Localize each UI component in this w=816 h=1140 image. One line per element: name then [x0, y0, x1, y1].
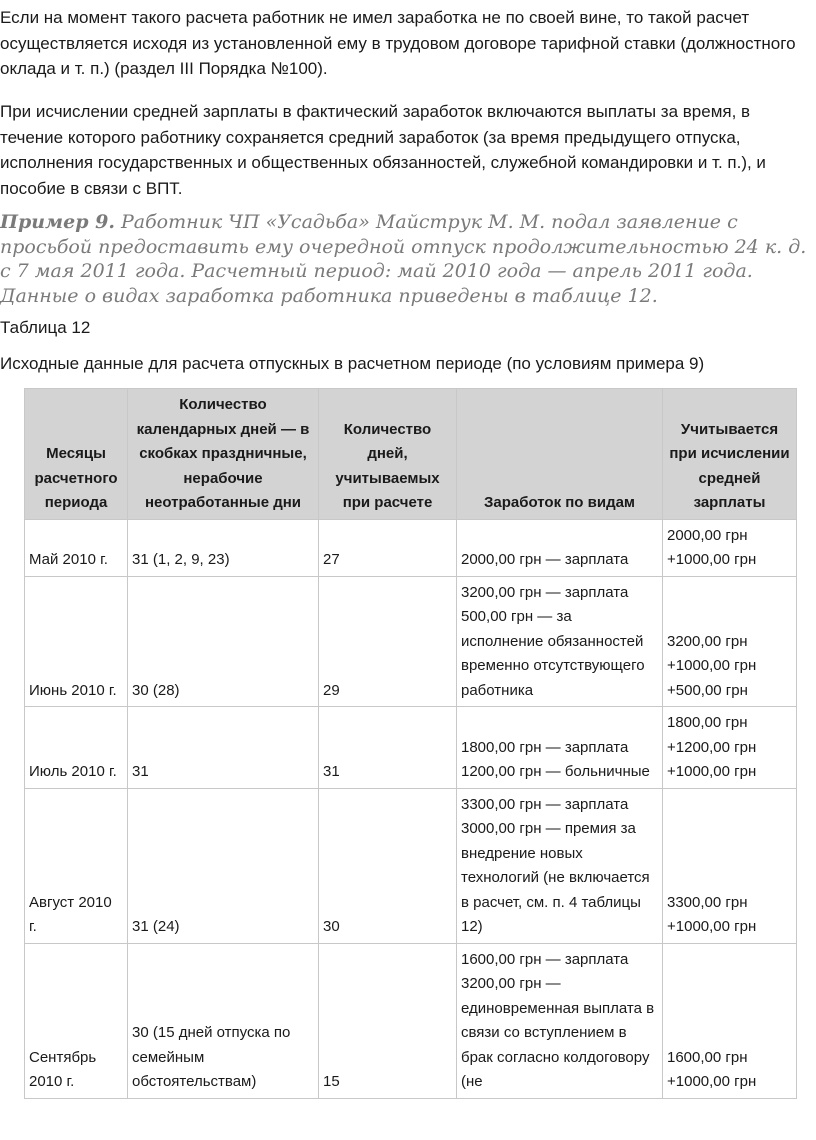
cell-earnings: 3200,00 грн — зарплата 500,00 грн — за исполнение обязанностей временно отсутствующего работника — [457, 576, 663, 707]
cell-earnings: 1600,00 грн — зарплата 3200,00 грн — единовременная выплата в связи со вступлением в брак согласно колдоговору (не — [457, 943, 663, 1098]
table-caption: Исходные данные для расчета отпускных в расчетном периоде (по условиям примера 9) — [0, 354, 705, 373]
table-header-row — [25, 389, 797, 520]
cell-calendar-days: 30 (28) — [128, 576, 319, 707]
cell-month: Сентябрь 2010 г. — [25, 943, 128, 1098]
cell-month: Август 2010 г. — [25, 788, 128, 943]
cell-included: 3300,00 грн +1000,00 грн — [663, 788, 797, 943]
example-label: Пример 9. — [0, 211, 115, 233]
cell-included: 1600,00 грн +1000,00 грн — [663, 943, 797, 1098]
example-text: Работник ЧП «Усадьба» Майструк М. М. подал заявление с просьбой предоставить ему очередной отпуск продолжительностью 24 к. д. с 7 мая 2011 года. Расчетный период: май 2010 года — апрель 2011 года. Данные о видах заработка работника приведены в таблице 12. — [0, 211, 807, 307]
cell-counted-days: 27 — [319, 519, 457, 576]
cell-counted-days: 29 — [319, 576, 457, 707]
cell-included: 3200,00 грн +1000,00 грн +500,00 грн — [663, 576, 797, 707]
table-row — [25, 943, 797, 1098]
cell-calendar-days: 31 — [128, 707, 319, 789]
table-row — [25, 707, 797, 789]
header-months: Месяцы расчетного периода — [25, 389, 128, 520]
cell-calendar-days: 30 (15 дней отпуска по семейным обстоятельствам) — [128, 943, 319, 1098]
cell-counted-days: 31 — [319, 707, 457, 789]
cell-included: 1800,00 грн +1200,00 грн +1000,00 грн — [663, 707, 797, 789]
header-included-in-average: Учитывается при исчислении средней зарплаты — [663, 389, 797, 520]
table-row — [25, 576, 797, 707]
cell-calendar-days: 31 (24) — [128, 788, 319, 943]
cell-calendar-days: 31 (1, 2, 9, 23) — [128, 519, 319, 576]
example-9 — [0, 210, 812, 308]
earnings-table — [24, 388, 797, 1099]
cell-earnings: 3300,00 грн — зарплата 3000,00 грн — премия за внедрение новых технологий (не включается в расчет, см. п. 4 таблицы 12) — [457, 788, 663, 943]
header-earnings-by-type: Заработок по видам — [457, 389, 663, 520]
cell-counted-days: 15 — [319, 943, 457, 1098]
cell-counted-days: 30 — [319, 788, 457, 943]
table-row — [25, 519, 797, 576]
header-counted-days: Количество дней, учитываемых при расчете — [319, 389, 457, 520]
header-calendar-days: Количество календарных дней — в скобках праздничные, нерабочие неотработанные дни — [128, 389, 319, 520]
paragraph-actual-earnings: При исчислении средней зарплаты в фактический заработок включаются выплаты за время, в течение которого работнику сохраняется средний заработок (за время предыдущего отпуска, исполнения государственных и общественных обязанностей, служебной командировки и т. п.), и пособие в связи с ВПТ. — [0, 102, 766, 198]
cell-month: Май 2010 г. — [25, 519, 128, 576]
table-row — [25, 788, 797, 943]
cell-earnings: 2000,00 грн — зарплата — [457, 519, 663, 576]
table-label: Таблица 12 — [0, 318, 91, 337]
paragraph-no-earnings: Если на момент такого расчета работник не имел заработка не по своей вине, то такой расчет осуществляется исходя из установленной ему в трудовом договоре тарифной ставки (должностного оклада и т. п.) (раздел III Порядка №100). — [0, 8, 796, 78]
cell-month: Июль 2010 г. — [25, 707, 128, 789]
cell-month: Июнь 2010 г. — [25, 576, 128, 707]
cell-earnings: 1800,00 грн — зарплата 1200,00 грн — больничные — [457, 707, 663, 789]
cell-included: 2000,00 грн +1000,00 грн — [663, 519, 797, 576]
